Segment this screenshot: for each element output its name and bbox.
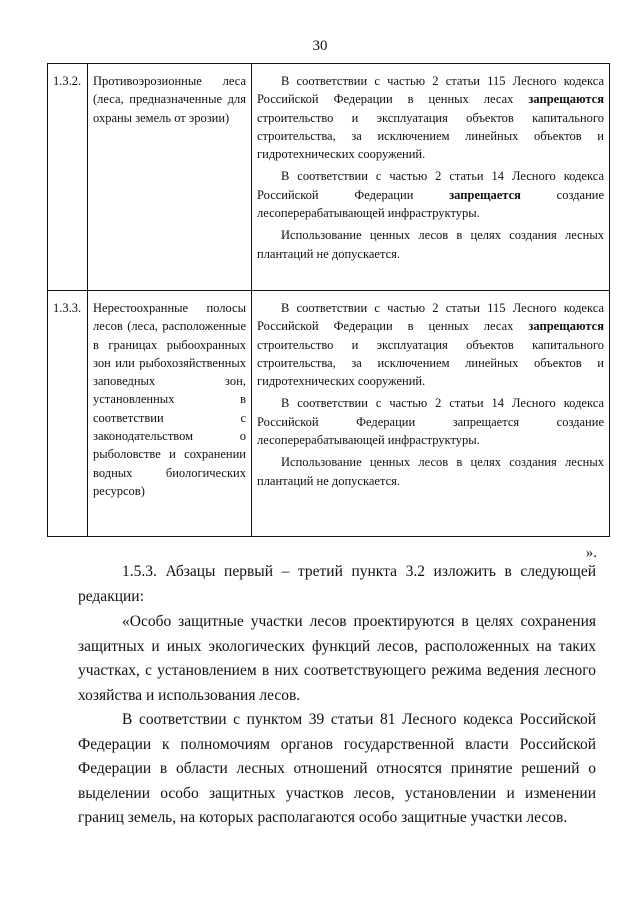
regulation-paragraph: В соответствии с частью 2 статьи 115 Лесного кодекса Российской Федерации в ценных лесах запрещаются строительство и эксплуатация объектов капитального строительства, за исключением линейных объектов и гидротехнических сооружений. [257, 74, 604, 162]
regulation-paragraph: Использование ценных лесов в целях создания лесных плантаций не допускается. [257, 455, 604, 488]
forest-category-name: Противоэрозионные леса (леса, предназначенные для охраны земель от эрозии) [88, 64, 252, 291]
regulation-paragraph: Использование ценных лесов в целях создания лесных плантаций не допускается. [257, 228, 604, 261]
regulation-paragraph: В соответствии с частью 2 статьи 115 Лесного кодекса Российской Федерации в ценных лесах запрещаются строительство и эксплуатация объектов капитального строительства, за исключением линейных объектов и гидротехнических сооружений. [257, 301, 604, 389]
regulation-paragraph: В соответствии с частью 2 статьи 14 Лесного кодекса Российской Федерации запрещается создание лесоперерабатывающей инфраструктуры. [257, 396, 604, 448]
quoted-paragraph: «Особо защитные участки лесов проектируются в целях сохранения защитных и иных экологических функций лесов, расположенных на таких участках, с установлением в них соответствующего режима ведения лесного хозяйства и использования лесов. [78, 613, 596, 704]
table-row [48, 64, 610, 291]
closing-quote-mark: ». [585, 545, 597, 561]
regulation-text [252, 291, 610, 537]
regulation-table [47, 63, 610, 537]
emphasis-text: запрещаются [528, 319, 604, 334]
body-paragraph: В соответствии с пунктом 39 статьи 81 Лесного кодекса Российской Федерации к полномочиям органов государственной власти Российской Федерации в области лесных отношений относятся принятие решений о выделении особо защитных участков лесов, установлении и изменении границ земель, на которых располагаются особо защитные участки лесов. [78, 711, 596, 826]
row-number: 1.3.3. [48, 291, 88, 537]
row-number: 1.3.2. [48, 64, 88, 291]
table-row [48, 291, 610, 537]
emphasis-text: запрещается [449, 187, 521, 202]
amendment-paragraph: 1.5.3. Абзацы первый – третий пункта 3.2 изложить в следующей редакции: [78, 563, 596, 605]
regulation-text [252, 64, 610, 291]
emphasis-text: запрещаются [528, 92, 604, 107]
regulation-paragraph: В соответствии с частью 2 статьи 14 Лесного кодекса Российской Федерации запрещается создание лесоперерабатывающей инфраструктуры. [257, 169, 604, 221]
page-number: 30 [312, 38, 328, 54]
forest-category-name: Нерестоохранные полосы лесов (леса, расположенные в границах рыбоохранных зон или рыбохозяйственных заповедных зон, установленных в соответствии с законодательством о рыболовстве и сохранении водных биологических ресурсов) [88, 291, 252, 537]
